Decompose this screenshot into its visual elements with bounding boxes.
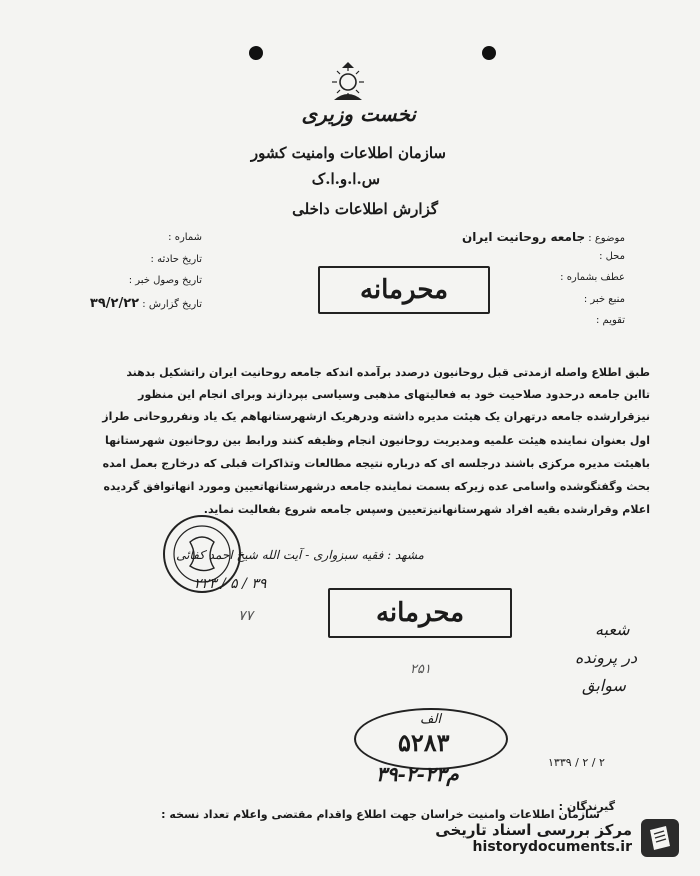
punch-hole-left [249,46,263,60]
body-line: اول بعنوان نماینده هیئت علمیه ومدیریت روحانیون انجام وظیفه کنند ورابط بین روحانیون شهرستانها [104,434,650,447]
meta-receipt-date [32,275,202,286]
meta-number [32,232,202,243]
confidential-stamp: محرمانه [318,266,490,314]
confidential-stamp-2: محرمانه [328,588,512,638]
margin-note: سوابق [582,676,626,695]
watermark-name: مرکز بررسی اسناد تاریخی [435,821,632,839]
watermark [435,818,680,858]
side-mark: ۷۷ [238,608,254,624]
meta-label: محل : [599,251,625,262]
body-line: نیزقرارشده جامعه درتهران یک هیئت مدیره داشته ودرهریک ازشهرستانهاهم یک یاد ونفرروحانی طراز [102,410,650,423]
side-number: ۲۵۱ [410,662,431,677]
lion-and-sun-emblem-icon [326,62,370,104]
body-line: باهیئت مدیره مرکزی باشند درجلسه ای که درباره نتیجه مطالعات وتذاکرات قبلی که درخارج بعمل امده [102,457,650,470]
report-date-value: ۳۹/۲/۲۲ [89,296,140,311]
organization-name: سازمان اطلاعات وامنیت کشور [250,144,446,162]
margin-note: شعبه [595,620,630,639]
recipients-label: گیرندگان : [558,800,615,813]
recipients-line: سازمان اطلاعات وامنیت خراسان جهت اطلاع واقدام مقتضی واعلام تعداد نسخه : [161,808,600,821]
meta-label: تاریخ حادثه : [150,254,202,265]
meta-incident-date [32,254,202,265]
meta-label: موضوع : [588,233,625,244]
body-line: بحث وگفتگوشده واسامی عده زیرکه بسمت نماینده جامعه درشهرستانهاتعیین ومورد انهاتوافق گردیده [103,480,650,493]
margin-note: در پرونده [575,648,638,667]
meta-label: شماره : [168,232,202,243]
report-title: گزارش اطلاعات داخلی [292,200,438,218]
meta-location [385,251,625,262]
punch-hole-right [482,46,496,60]
meta-label: تاریخ وصول خبر : [128,275,202,286]
meta-label: عطف بشماره : [560,272,625,283]
body-line: تااین جامعه درحدود صلاحیت خود به فعالیتهای مذهبی وسیاسی بپردازند وبرای انجام این منظور [138,388,650,401]
meta-label: تاریخ گزارش : [142,299,202,310]
meta-assessment [385,315,625,326]
document-center-logo-icon [640,818,680,858]
body-line: طبق اطلاع واصله ازمدتی قبل روحانیون درصدد برآمده اندکه جامعه روحانیت ایران راتشکیل بدهند [126,366,650,379]
meta-label: منبع خبر : [583,294,625,305]
watermark-url: historydocuments.ir [472,839,632,855]
oval-stamp-number: ۵۲۸۳ [398,728,450,757]
side-date: ۱۳۳۹ / ۲ / ۲ [548,756,605,769]
organization-code: س.ا.و.ا.ک [311,170,380,188]
ministry-title: نخست وزیری [301,102,416,126]
meta-subject [385,230,625,244]
oval-stamp-label: الف [420,712,442,727]
handwritten-names: مشهد : فقیه سبزواری - آیت الله شیخ احمد کفائی [176,548,424,562]
handwritten-date: ۳۹-۲-۲۳م [376,762,459,786]
stamp-serial-numbers: ۲۲۳ / ۵ / ۳۹ [194,576,267,592]
body-line: اعلام وقرارشده بقیه افراد شهرستانهانیزتعیین وسپس جامعه شروع بفعالیت نماید. [203,503,650,516]
subject-value: جامعه روحانیت ایران [462,230,586,244]
meta-label: تقویم : [596,315,625,326]
meta-report-date [22,296,202,311]
